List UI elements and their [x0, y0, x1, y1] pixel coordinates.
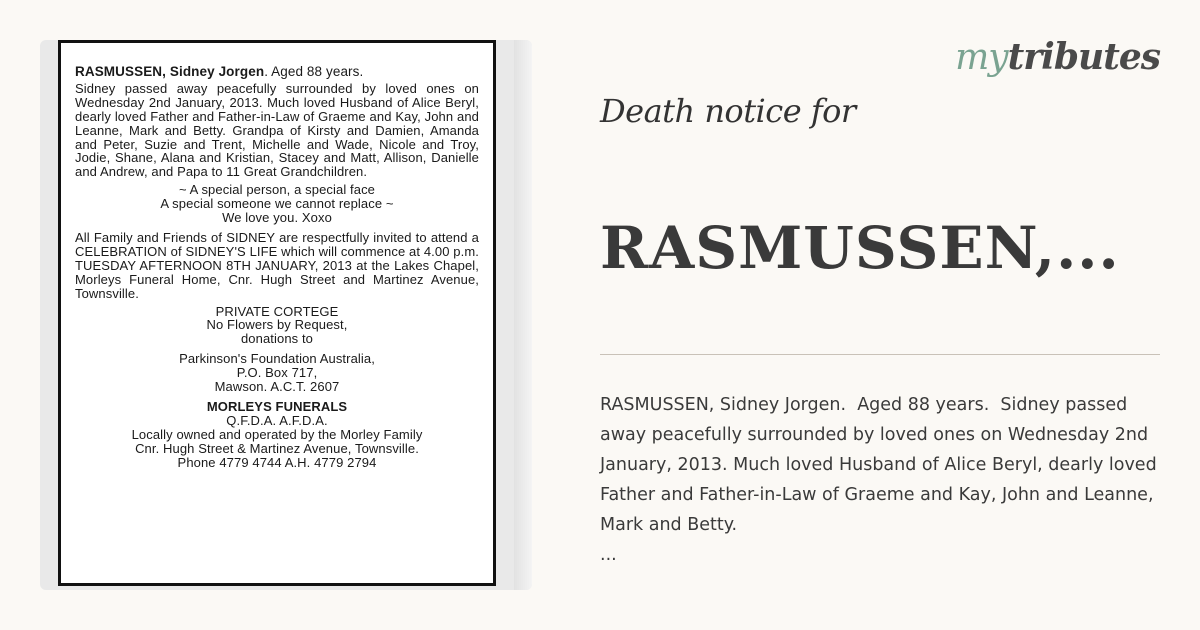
notice-funeral-line-4: Phone 4779 4744 A.H. 4779 2794: [177, 454, 377, 470]
notice-donation-3: Mawson. A.C.T. 2607: [214, 379, 340, 395]
notice-summary: RASMUSSEN, Sidney Jorgen. Aged 88 years. Sidney passed away peacefully surrounded by loved ones on Wednesday 2nd January, 2013. Much loved Husband of Alice Beryl, dearly loved Father and Father-in-Law of Graeme and Kay, John and Leanne, Mark and Betty. ...: [600, 395, 1157, 565]
logo-tributes: tributes: [1007, 36, 1160, 78]
notice-verse-3: We love you. Xoxo: [222, 210, 332, 226]
divider: [600, 354, 1160, 355]
notice-image: [40, 40, 532, 590]
deceased-name: RASMUSSEN,...: [600, 214, 1120, 282]
notice-surname: RASMUSSEN, Sidney Jorgen: [75, 64, 265, 79]
notice-funeral-line-2: Locally owned and operated by the Morley Family: [131, 426, 423, 442]
notice-funeral-name: MORLEYS FUNERALS: [206, 398, 348, 414]
notice-verse-1: ~ A special person, a special face: [179, 182, 375, 198]
notice-age: . Aged 88 years.: [264, 64, 364, 79]
notice-cortege-1: PRIVATE CORTEGE: [215, 303, 339, 319]
notice-body-2: All Family and Friends of SIDNEY are respectfully invited to attend a CELEBRATION of SIDNEY'S LIFE which will commence at 4.00 p.m. TUESDAY AFTERNOON 8TH JANUARY, 2013 at the Lakes Chapel, Morleys Funeral Home, Cnr. Hugh Street and Martinez Avenue, Townsville.: [75, 229, 479, 301]
notice-clipping: [58, 40, 496, 586]
notice-cortege-3: donations to: [240, 331, 314, 347]
notice-donation-1: Parkinson's Foundation Australia,: [179, 351, 375, 367]
notice-funeral-line-1: Q.F.D.A. A.F.D.A.: [226, 412, 328, 428]
notice-donation-2: P.O. Box 717,: [236, 365, 318, 381]
notice-funeral-line-3: Cnr. Hugh Street & Martinez Avenue, Townsville.: [135, 440, 419, 456]
notice-text: [75, 65, 479, 469]
logo-my: my: [955, 37, 1008, 78]
page-subtitle: Death notice for: [600, 92, 856, 130]
mytributes-logo[interactable]: [955, 36, 1160, 78]
notice-body-1: Sidney passed away peacefully surrounded by loved ones on Wednesday 2nd January, 2013. Much loved Husband of Alice Beryl, dearly loved Father and Father-in-Law of Graeme and Kay, John and Leanne, Mark and Betty. Grandpa of Kirsty and Damien, Amanda and Peter, Suzie and Trent, Michelle and Wade, Nicole and Troy, Jodie, Shane, Alana and Kristian, Stacey and Matt, Allison, Danielle and Andrew, and Papa to 11 Great Grandchildren.: [75, 80, 479, 180]
notice-cortege-2: No Flowers by Request,: [206, 317, 348, 333]
notice-verse-2: A special someone we cannot replace ~: [160, 196, 394, 212]
